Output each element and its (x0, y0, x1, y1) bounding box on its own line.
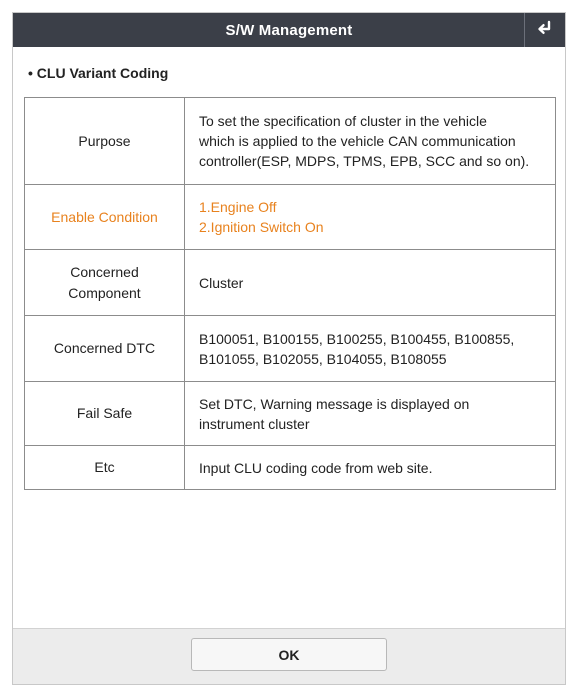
ok-button[interactable]: OK (191, 638, 387, 671)
back-button[interactable] (524, 13, 565, 47)
back-arrow-icon (536, 20, 554, 41)
section-heading: • CLU Variant Coding (28, 65, 169, 81)
table-row-etc (25, 446, 556, 490)
value-line: Cluster (199, 274, 244, 291)
row-label (25, 98, 185, 185)
row-label (25, 446, 185, 490)
value-line: which is applied to the vehicle CAN communication (199, 133, 516, 149)
row-value (185, 98, 556, 185)
value-line: controller(ESP, MDPS, TPMS, EPB, SCC and so on). (199, 153, 530, 169)
row-label (25, 250, 185, 316)
row-label (25, 185, 185, 250)
info-table (24, 97, 556, 490)
value-line: To set the specification of cluster in the vehicle (199, 113, 487, 129)
sw-management-dialog (12, 12, 566, 685)
value-line: Set DTC, Warning message is displayed on (199, 395, 470, 412)
row-value (185, 185, 556, 250)
value-line: instrument cluster (199, 415, 310, 432)
label-line: Purpose (78, 132, 131, 149)
label-line: Component (68, 284, 141, 301)
dialog-footer (13, 628, 565, 684)
table-row-concerned-dtc (25, 316, 556, 382)
title-bar (13, 13, 565, 47)
row-value (185, 316, 556, 382)
table-row-enable-condition (25, 185, 556, 250)
row-label (25, 382, 185, 446)
label-line: Concerned (70, 263, 139, 280)
value-line: B101055, B102055, B104055, B108055 (199, 350, 447, 367)
value-line: B100051, B100155, B100255, B100455, B100855, (199, 330, 515, 347)
row-value (185, 250, 556, 316)
row-value (185, 382, 556, 446)
label-line: Enable Condition (51, 208, 158, 225)
value-line: 2.Ignition Switch On (199, 219, 324, 235)
value-line: Input CLU coding code from web site. (199, 459, 433, 476)
table-row-concerned-component (25, 250, 556, 316)
label-line: Concerned DTC (53, 340, 156, 356)
label-line: Fail Safe (76, 405, 133, 421)
value-line: 1.Engine Off (199, 199, 277, 215)
label-line: Etc (94, 459, 115, 475)
table-row-fail-safe (25, 382, 556, 446)
row-value (185, 446, 556, 490)
dialog-title: S/W Management (225, 21, 353, 39)
table-row-purpose (25, 98, 556, 185)
row-label (25, 316, 185, 382)
